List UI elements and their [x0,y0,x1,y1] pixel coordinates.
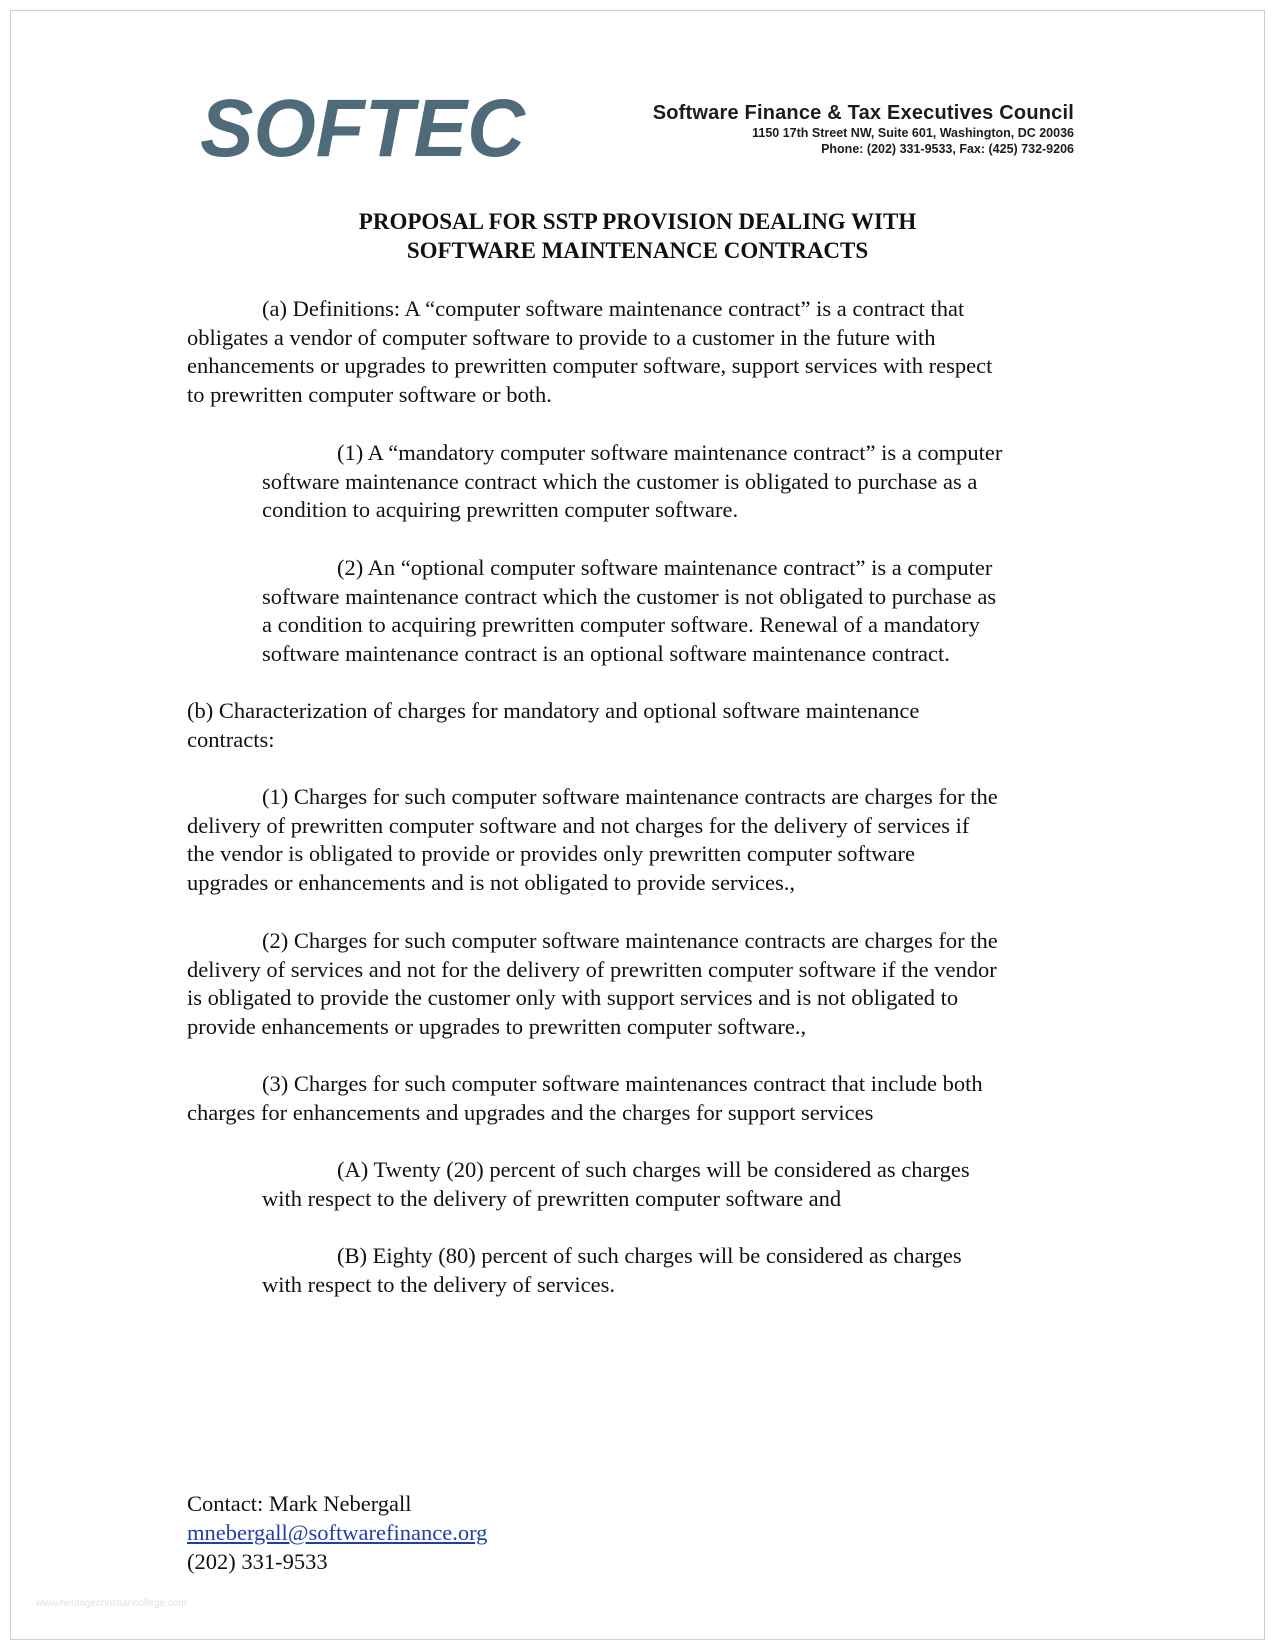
logo-text: SOFTEC [200,92,527,164]
contact-name: Contact: Mark Nebergall [187,1491,412,1516]
paragraph-b1: (1) Charges for such computer software maintenance contracts are charges for the delivery of prewritten computer software and not charges for the delivery of services if the vendor is obligated to provide or provides only prewritten computer software upgrades or enhancements and is not obligated to provide services., [187,784,998,895]
contact-phone: (202) 331-9533 [187,1549,328,1574]
org-address: 1150 17th Street NW, Suite 601, Washington, DC 20036 [752,126,1074,140]
title-line: SOFTWARE MAINTENANCE CONTRACTS [406,238,869,263]
paragraph-bA: (A) Twenty (20) percent of such charges will be considered as charges with respect to the delivery of prewritten computer software and [262,1157,970,1211]
paragraph-a1: (1) A “mandatory computer software maintenance contract” is a computer software maintenance contract which the customer is obligated to purchase as a condition to acquiring prewritten computer software. [262,440,1003,523]
paragraph-bB: (B) Eighty (80) percent of such charges will be considered as charges with respect to the delivery of services. [262,1243,962,1297]
softec-logo [200,92,530,164]
paragraph-a2: (2) An “optional computer software maintenance contract” is a computer software maintenance contract which the customer is not obligated to purchase as a condition to acquiring prewritten computer software. Renewal of a mandatory software maintenance contract is an optional software maintenance contract. [262,555,997,666]
org-phone-fax: Phone: (202) 331-9533, Fax: (425) 732-9206 [821,142,1074,156]
contact-block [187,1489,487,1576]
paragraph-a: (a) Definitions: A “computer software maintenance contract” is a contract that obligates a vendor of computer software to provide to a customer in the future with enhancements or upgrades to prewritten computer software, support services with respect to prewritten computer software or both. [187,296,993,407]
watermark: www.heritagechristiancollege.com [36,1598,187,1609]
paragraph-b3: (3) Charges for such computer software maintenances contract that include both charges for enhancements and upgrades and the charges for support services [187,1071,983,1125]
paragraph-b: (b) Characterization of charges for mandatory and optional software maintenance contracts: [187,698,920,752]
paragraph-b2: (2) Charges for such computer software maintenance contracts are charges for the delivery of services and not for the delivery of prewritten computer software if the vendor is obligated to provide the customer only with support services and is not obligated to provide enhancements or upgrades to prewritten computer software., [187,928,998,1039]
org-name: Software Finance & Tax Executives Council [652,102,1074,124]
page-title [0,207,1275,265]
org-info [653,102,1074,157]
contact-email-link[interactable]: mnebergall@softwarefinance.org [187,1520,488,1545]
title-line: PROPOSAL FOR SSTP PROVISION DEALING WITH [358,209,917,234]
